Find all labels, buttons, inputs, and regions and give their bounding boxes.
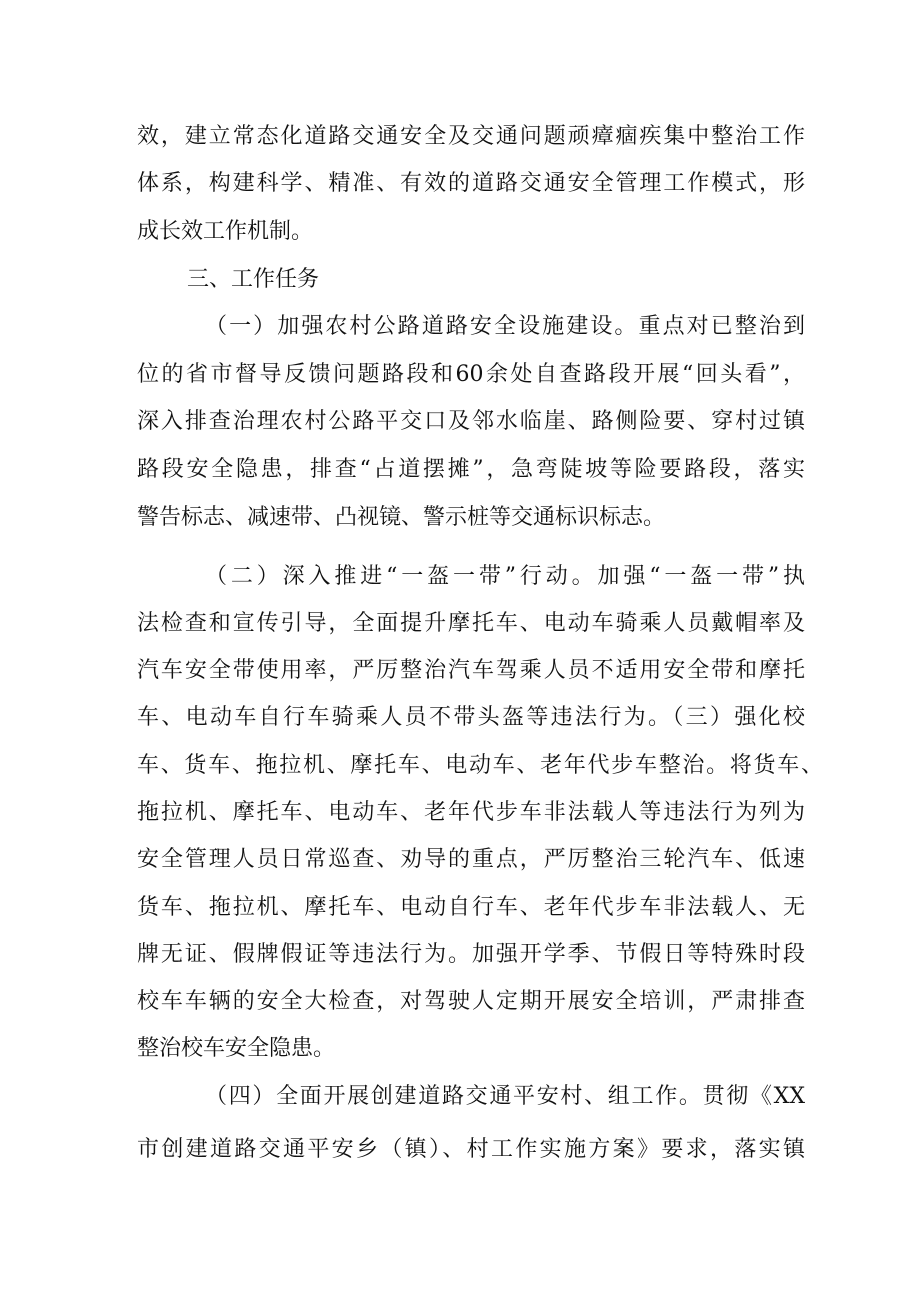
text-line: 安全管理人员日常巡查、劝导的重点，严厉整治三轮汽车、低速 bbox=[137, 847, 805, 872]
text-line: 车、货车、拖拉机、摩托车、电动车、老年代步车整治。将货车、 bbox=[137, 753, 823, 778]
text-line: 牌无证、假牌假证等违法行为。加强开学季、节假日等特殊时段 bbox=[137, 942, 805, 967]
text-line: 成长效工作机制。 bbox=[137, 219, 314, 244]
text-line: 效，建立常态化道路交通安全及交通问题顽瘴痼疾集中整治工作 bbox=[137, 124, 805, 149]
text-line: 路段安全隐患，排查“占道摆摊”，急弯陡坡等险要路段，落实 bbox=[137, 457, 805, 482]
text-line: 校车车辆的安全大检查，对驾驶人定期开展安全培训，严肃排查 bbox=[137, 989, 805, 1014]
text-line: 深入排查治理农村公路平交口及邻水临崖、路侧险要、穿村过镇 bbox=[137, 409, 805, 434]
text-line: （一）加强农村公路道路安全设施建设。重点对已整治到 bbox=[205, 314, 805, 339]
text-line: （二）深入推进“一盔一带”行动。加强“一盔一带”执 bbox=[205, 564, 805, 589]
text-line: 货车、拖拉机、摩托车、电动自行车、老年代步车非法载人、无 bbox=[137, 895, 805, 920]
text-line: 拖拉机、摩托车、电动车、老年代步车非法载人等违法行为列为 bbox=[137, 800, 805, 825]
section-heading: 三、工作任务 bbox=[187, 267, 320, 292]
text-line: 整治校车安全隐患。 bbox=[137, 1036, 336, 1061]
text-line: 警告标志、减速带、凸视镜、警示桩等交通标识标志。 bbox=[137, 505, 666, 530]
text-line: 汽车安全带使用率，严厉整治汽车驾乘人员不适用安全带和摩托 bbox=[137, 658, 805, 683]
text-line: 车、电动车自行车骑乘人员不带头盔等违法行为。（三）强化校 bbox=[137, 705, 805, 730]
text-line: 体系，构建科学、精准、有效的道路交通安全管理工作模式，形 bbox=[137, 171, 805, 196]
text-line: 市创建道路交通平安乡（镇）、村工作实施方案》要求，落实镇 bbox=[137, 1137, 805, 1162]
text-line: （四）全面开展创建道路交通平安村、组工作。贯彻《XX bbox=[205, 1084, 805, 1109]
text-line: 位的省市督导反馈问题路段和60余处自查路段开展“回头看”， bbox=[137, 362, 805, 387]
text-line: 法检查和宣传引导，全面提升摩托车、电动车骑乘人员戴帽率及 bbox=[137, 611, 805, 636]
